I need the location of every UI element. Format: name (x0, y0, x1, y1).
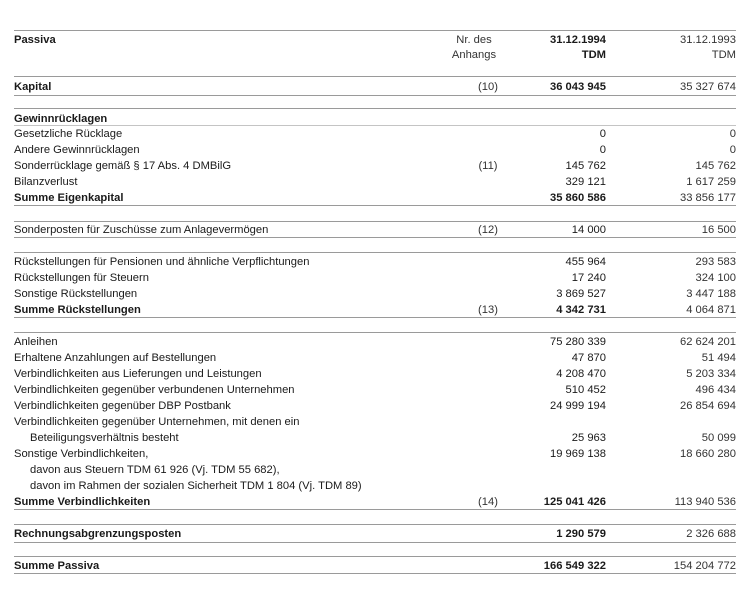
row-value-1994: 510 452 (565, 384, 606, 396)
row-label: Anleihen (14, 336, 58, 348)
table-row (14, 222, 736, 238)
rule (14, 332, 736, 333)
table-row (14, 302, 736, 318)
table-row (14, 366, 736, 382)
row-value-1993: 5 203 334 (686, 368, 736, 380)
rule (14, 108, 736, 109)
table-row (14, 111, 736, 127)
row-label: Summe Rückstellungen (14, 304, 141, 316)
note-header-line1: Nr. des (456, 34, 492, 46)
row-value-1994: 75 280 339 (550, 336, 606, 348)
row-value-1994: 1 290 579 (556, 528, 606, 540)
row-value-1993: 293 583 (695, 256, 736, 268)
row-value-1993: 62 624 201 (680, 336, 736, 348)
row-value-1994: 19 969 138 (550, 448, 606, 460)
row-value-1993: 51 494 (701, 352, 736, 364)
row-note: (14) (478, 496, 498, 508)
row-value-1994: 36 043 945 (550, 81, 606, 93)
table-row (14, 350, 736, 366)
row-value-1993: 154 204 772 (673, 560, 736, 572)
row-value-1994: 35 860 586 (550, 192, 606, 204)
table-row (14, 270, 736, 286)
table-row (14, 79, 736, 95)
row-label: Kapital (14, 81, 52, 93)
row-value-1994: 166 549 322 (543, 560, 606, 572)
row-value-1993: 33 856 177 (680, 192, 736, 204)
table-row (14, 190, 736, 206)
table-row (14, 446, 736, 462)
row-label: Beteiligungsverhältnis besteht (30, 432, 179, 444)
date-prior-header: 31.12.1993 (680, 34, 736, 46)
table-title: Passiva (14, 34, 56, 46)
row-value-1994: 0 (599, 144, 606, 156)
rule (14, 95, 736, 96)
row-value-1994: 329 121 (565, 176, 606, 188)
table-row (14, 174, 736, 190)
row-label: Summe Verbindlichkeiten (14, 496, 151, 508)
table-row (14, 142, 736, 158)
row-value-1993: 26 854 694 (680, 400, 736, 412)
table-row (14, 286, 736, 302)
row-label: Verbindlichkeiten gegenüber DBP Postbank (14, 400, 231, 412)
unit-prior-header: TDM (711, 49, 736, 61)
row-value-1993: 18 660 280 (680, 448, 736, 460)
note-header-line2: Anhangs (451, 49, 497, 61)
row-value-1993: 3 447 188 (686, 288, 736, 300)
row-value-1994: 24 999 194 (550, 400, 606, 412)
table-row (14, 398, 736, 414)
row-label: Sonstige Verbindlichkeiten, (14, 448, 149, 460)
row-label: Andere Gewinnrücklagen (14, 144, 140, 156)
table-row (14, 558, 736, 574)
row-value-1994: 125 041 426 (543, 496, 606, 508)
rule (14, 524, 736, 525)
row-label: Verbindlichkeiten aus Lieferungen und Leistungen (14, 368, 262, 380)
table-row (14, 158, 736, 174)
rule (14, 556, 736, 557)
table-row (14, 254, 736, 270)
row-value-1994: 4 342 731 (556, 304, 606, 316)
row-value-1993: 496 434 (695, 384, 736, 396)
row-value-1994: 17 240 (571, 272, 606, 284)
row-label: Bilanzverlust (14, 176, 78, 188)
table-row (14, 334, 736, 350)
row-value-1994: 455 964 (565, 256, 606, 268)
row-value-1994: 3 869 527 (556, 288, 606, 300)
row-value-1994: 14 000 (571, 224, 606, 236)
row-label: Sonstige Rückstellungen (14, 288, 138, 300)
unit-current-header: TDM (581, 49, 606, 61)
table-row (14, 414, 736, 430)
row-note: (13) (478, 304, 498, 316)
row-label: Verbindlichkeiten gegenüber Unternehmen, mit denen ein (14, 416, 300, 428)
rule (14, 30, 736, 31)
row-value-1994: 25 963 (571, 432, 606, 444)
row-label: Rückstellungen für Steuern (14, 272, 149, 284)
row-label: Erhaltene Anzahlungen auf Bestellungen (14, 352, 217, 364)
row-label: Verbindlichkeiten gegenüber verbundenen Unternehmen (14, 384, 295, 396)
row-label: Sonderposten für Zuschüsse zum Anlagevermögen (14, 224, 269, 236)
rule (14, 252, 736, 253)
row-value-1993: 0 (729, 128, 736, 140)
row-value-1994: 145 762 (565, 160, 606, 172)
row-label: Gesetzliche Rücklage (14, 128, 123, 140)
row-value-1993: 4 064 871 (686, 304, 736, 316)
rule (14, 76, 736, 77)
row-value-1993: 16 500 (701, 224, 736, 236)
row-value-1994: 4 208 470 (556, 368, 606, 380)
row-value-1993: 50 099 (701, 432, 736, 444)
row-label: Summe Passiva (14, 560, 100, 572)
table-row (14, 462, 736, 478)
row-value-1993: 324 100 (695, 272, 736, 284)
row-value-1993: 113 940 536 (674, 496, 736, 508)
row-value-1993: 2 326 688 (686, 528, 736, 540)
row-label: Gewinnrücklagen (14, 113, 108, 125)
row-label: davon im Rahmen der sozialen Sicherheit TDM 1 804 (Vj. TDM 89) (30, 480, 362, 492)
table-row (14, 494, 736, 510)
row-value-1994: 47 870 (571, 352, 606, 364)
table-row (14, 126, 736, 142)
row-value-1993: 35 327 674 (680, 81, 736, 93)
row-value-1993: 0 (729, 144, 736, 156)
row-note: (11) (478, 160, 498, 172)
row-value-1993: 1 617 259 (686, 176, 736, 188)
row-label: Summe Eigenkapital (14, 192, 124, 204)
row-value-1993: 145 762 (695, 160, 736, 172)
table-row (14, 478, 736, 494)
table-row (14, 526, 736, 542)
row-note: (10) (478, 81, 498, 93)
row-label: davon aus Steuern TDM 61 926 (Vj. TDM 55 682), (30, 464, 280, 476)
table-row (14, 430, 736, 446)
row-note: (12) (478, 224, 498, 236)
row-label: Rechnungsabgrenzungsposten (14, 528, 182, 540)
row-value-1994: 0 (599, 128, 606, 140)
rule (14, 542, 736, 543)
table-row (14, 382, 736, 398)
date-current-header: 31.12.1994 (550, 34, 606, 46)
row-label: Rückstellungen für Pensionen und ähnliche Verpflichtungen (14, 256, 310, 268)
row-label: Sonderrücklage gemäß § 17 Abs. 4 DMBilG (14, 160, 232, 172)
